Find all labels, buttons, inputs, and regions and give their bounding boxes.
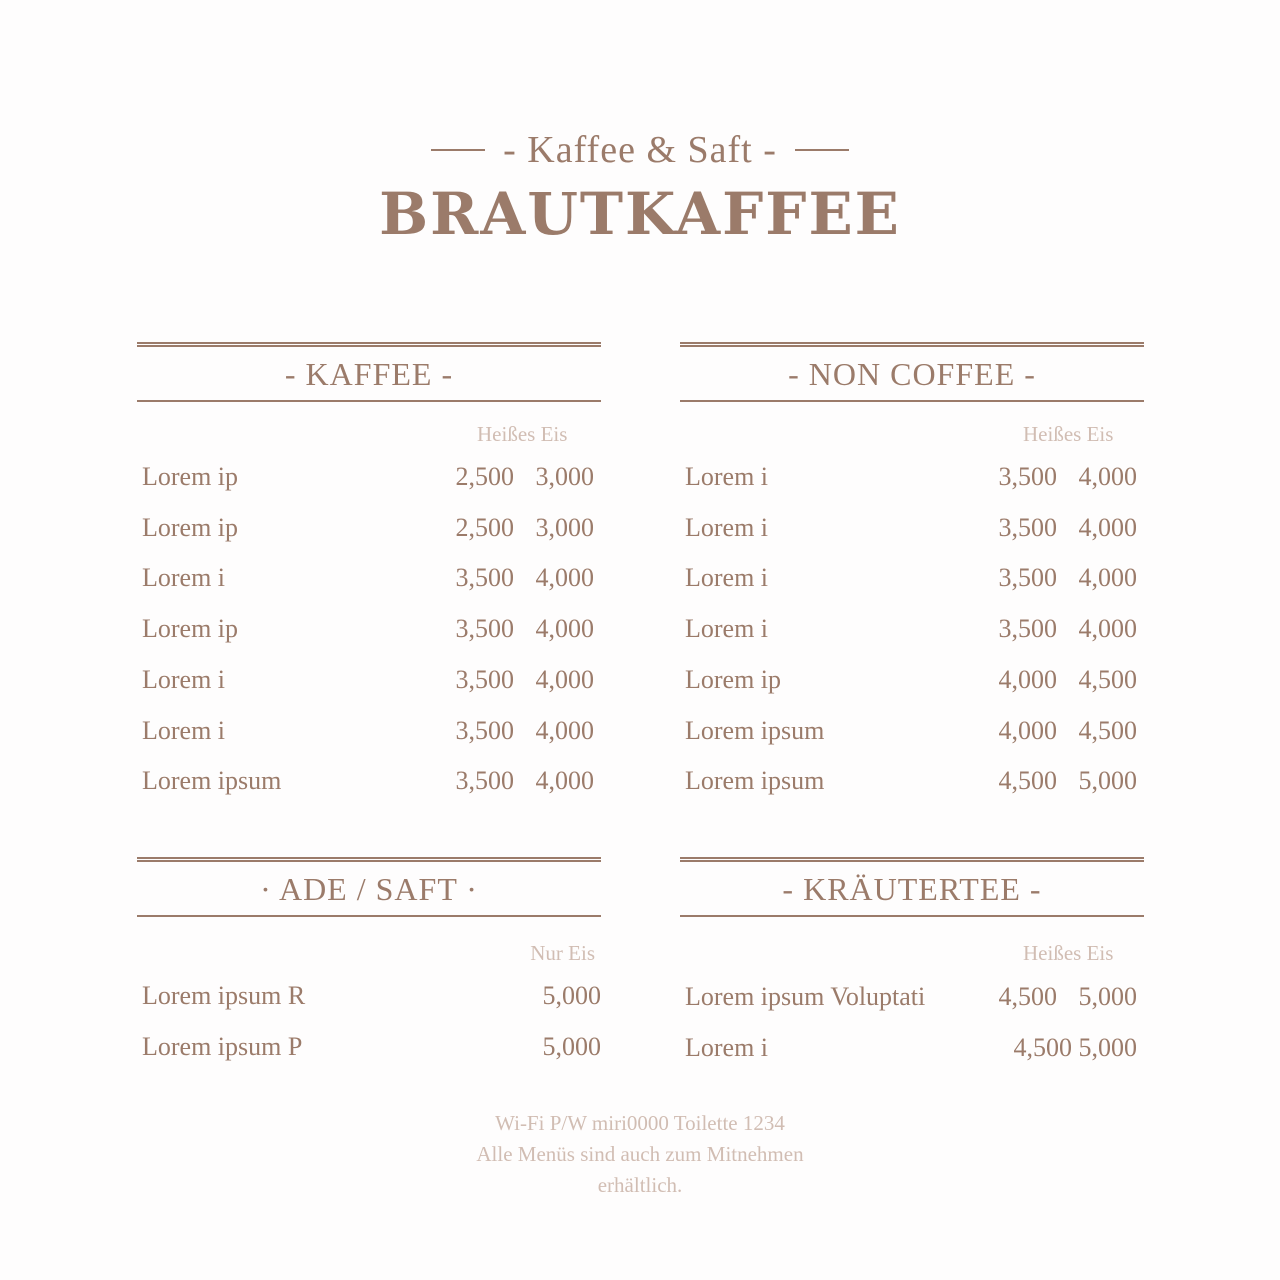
section-kaffee: [137, 342, 601, 795]
price-ice: 4,000: [1078, 614, 1137, 643]
price-hot: 3,500: [455, 766, 514, 795]
price-ice: 4,000: [1078, 563, 1137, 592]
item-name: Lorem i: [142, 665, 226, 694]
menu-header: [0, 128, 1280, 248]
menu-item: [142, 665, 601, 701]
item-name: Lorem i: [142, 716, 226, 745]
section-non-coffee: [680, 342, 1144, 795]
menu-item: [142, 766, 601, 802]
column-header: Nur Eis: [530, 941, 595, 965]
price-ice: 4,000: [535, 563, 594, 592]
column-header: Heißes Eis: [477, 422, 568, 446]
section-header: [680, 342, 1144, 402]
section-kraeutertee: [680, 857, 1144, 1062]
menu-item: [142, 981, 601, 1017]
item-name: Lorem i: [685, 1033, 769, 1062]
item-name: Lorem i: [142, 563, 226, 592]
menu-item: [685, 563, 1144, 599]
price-hot: 3,500: [455, 614, 514, 643]
price-hot: 3,500: [998, 462, 1057, 491]
price-hot: 3,500: [998, 614, 1057, 643]
menu-item: [142, 513, 601, 549]
item-name: Lorem ip: [685, 665, 782, 694]
section-title: - NON COFFEE -: [788, 356, 1036, 392]
menu-footer: [0, 1108, 1280, 1201]
price-ice: 4,000: [535, 614, 594, 643]
item-name: Lorem ipsum Voluptati: [685, 982, 926, 1011]
double-rule: [137, 342, 601, 347]
double-rule: [137, 857, 601, 862]
price-hot: 4,000: [998, 665, 1057, 694]
price-ice: 4,000: [535, 766, 594, 795]
price-ice: 4,000: [535, 665, 594, 694]
item-name: Lorem i: [685, 614, 769, 643]
price-hot: 4,500: [998, 982, 1057, 1011]
price-ice: 3,000: [535, 513, 594, 542]
item-name: Lorem ipsum: [685, 716, 825, 745]
subtitle-row: [0, 128, 1280, 172]
section-header: [137, 342, 601, 402]
price-ice: 4,000: [1078, 462, 1137, 491]
footer-wifi-line: Wi-Fi P/W miri0000 Toilette 1234: [495, 1111, 785, 1135]
column-header: Heißes Eis: [1023, 422, 1114, 446]
price-hot: 3,500: [455, 563, 514, 592]
menu-item: [685, 513, 1144, 549]
menu-item: [142, 563, 601, 599]
item-name: Lorem i: [685, 462, 769, 491]
menu-item: [142, 1032, 601, 1068]
section-ade-saft: [137, 857, 601, 1061]
single-rule: [137, 400, 601, 402]
item-name: Lorem ipsum P: [142, 1032, 303, 1061]
price-hot: 2,500: [455, 513, 514, 542]
item-name: Lorem ipsum R: [142, 981, 306, 1010]
item-name: Lorem ip: [142, 614, 239, 643]
menu-item: [685, 766, 1144, 802]
menu-item: [685, 462, 1144, 498]
footer-takeaway-line: Alle Menüs sind auch zum Mitnehmen: [476, 1142, 804, 1166]
menu-item: [142, 716, 601, 752]
price-hot: 3,500: [455, 665, 514, 694]
section-header: [680, 857, 1144, 917]
price-hot: 3,500: [998, 513, 1057, 542]
price-ice: 5,000: [1078, 766, 1137, 795]
single-rule: [680, 915, 1144, 917]
price-pair: 4,500 5,000: [1013, 1033, 1137, 1062]
item-name: Lorem ip: [142, 462, 239, 491]
price-ice: 5,000: [1078, 982, 1137, 1011]
item-name: Lorem ipsum: [685, 766, 825, 795]
section-title: · ADE / SAFT ·: [260, 871, 478, 907]
item-name: Lorem i: [685, 513, 769, 542]
menu-title: BRAUTKAFFEE: [379, 180, 901, 248]
price-ice: 4,500: [1078, 716, 1137, 745]
price-ice: 4,000: [535, 716, 594, 745]
price-ice: 4,500: [1078, 665, 1137, 694]
price-hot: 2,500: [455, 462, 514, 491]
footer-takeaway-line-2: erhältlich.: [597, 1173, 683, 1197]
price-ice: 3,000: [535, 462, 594, 491]
price: 5,000: [542, 1032, 601, 1061]
price-hot: 4,500: [998, 766, 1057, 795]
section-title: - KAFFEE -: [284, 356, 454, 392]
section-header: [137, 857, 601, 917]
price: 5,000: [542, 981, 601, 1010]
section-title: - KRÄUTERTEE -: [782, 871, 1042, 907]
item-name: Lorem ipsum: [142, 766, 282, 795]
item-name: Lorem ip: [142, 513, 239, 542]
menu-item: [685, 982, 1144, 1018]
menu-item: [685, 614, 1144, 650]
column-header: Heißes Eis: [1023, 941, 1114, 965]
menu-subtitle: - Kaffee & Saft -: [503, 129, 777, 171]
double-rule: [680, 342, 1144, 347]
menu-item: [142, 462, 601, 498]
menu-item: [685, 665, 1144, 701]
single-rule: [680, 400, 1144, 402]
double-rule: [680, 857, 1144, 862]
subtitle-left-rule: [431, 149, 485, 151]
price-hot: 3,500: [455, 716, 514, 745]
price-hot: 3,500: [998, 563, 1057, 592]
single-rule: [137, 915, 601, 917]
item-name: Lorem i: [685, 563, 769, 592]
menu-item: [685, 716, 1144, 752]
price-hot: 4,000: [998, 716, 1057, 745]
price-ice: 4,000: [1078, 513, 1137, 542]
menu-item: [685, 1033, 1144, 1069]
menu-item: [142, 614, 601, 650]
subtitle-right-rule: [795, 149, 849, 151]
